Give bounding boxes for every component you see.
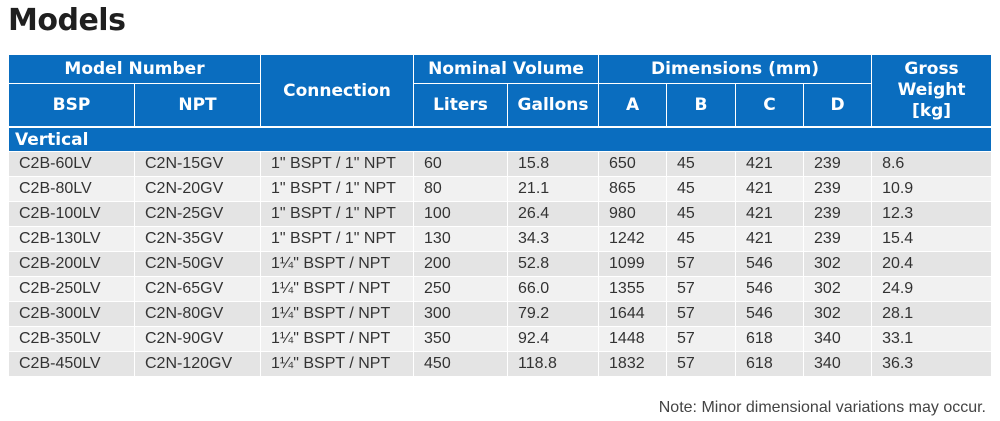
cell-dim-b: 57 (667, 302, 736, 327)
cell-gallons: 15.8 (508, 152, 599, 177)
table-row (9, 177, 992, 202)
header-npt: NPT (135, 84, 261, 128)
cell-connection: 1¼" BSPT / NPT (261, 302, 414, 327)
gross-weight-line-2: Weight (897, 80, 966, 100)
cell-gallons: 26.4 (508, 202, 599, 227)
cell-gross-weight: 20.4 (872, 252, 992, 277)
cell-bsp: C2B-60LV (9, 152, 135, 177)
table-row (9, 202, 992, 227)
cell-gross-weight: 33.1 (872, 327, 992, 352)
cell-dim-d: 239 (804, 177, 872, 202)
cell-dim-a: 650 (599, 152, 667, 177)
header-gallons: Gallons (508, 84, 599, 128)
header-nominal-volume: Nominal Volume (414, 55, 599, 84)
cell-dim-a: 1099 (599, 252, 667, 277)
cell-gallons: 92.4 (508, 327, 599, 352)
cell-bsp: C2B-200LV (9, 252, 135, 277)
cell-gallons: 52.8 (508, 252, 599, 277)
header-dimensions: Dimensions (mm) (599, 55, 872, 84)
cell-npt: C2N-120GV (135, 352, 261, 377)
cell-npt: C2N-50GV (135, 252, 261, 277)
header-model-number: Model Number (9, 55, 261, 84)
cell-dim-c: 618 (736, 327, 804, 352)
cell-bsp: C2B-80LV (9, 177, 135, 202)
cell-dim-a: 1832 (599, 352, 667, 377)
cell-connection: 1" BSPT / 1" NPT (261, 227, 414, 252)
group-label-vertical: Vertical (9, 127, 992, 152)
cell-dim-a: 1644 (599, 302, 667, 327)
cell-gallons: 66.0 (508, 277, 599, 302)
cell-dim-d: 239 (804, 227, 872, 252)
header-dim-a: A (599, 84, 667, 128)
cell-npt: C2N-35GV (135, 227, 261, 252)
cell-npt: C2N-90GV (135, 327, 261, 352)
cell-dim-c: 546 (736, 252, 804, 277)
table-row (9, 327, 992, 352)
cell-dim-c: 546 (736, 302, 804, 327)
table-row (9, 227, 992, 252)
cell-connection: 1¼" BSPT / NPT (261, 277, 414, 302)
cell-connection: 1" BSPT / 1" NPT (261, 152, 414, 177)
cell-dim-b: 45 (667, 227, 736, 252)
cell-liters: 300 (414, 302, 508, 327)
table-row (9, 252, 992, 277)
cell-dim-b: 57 (667, 277, 736, 302)
cell-bsp: C2B-450LV (9, 352, 135, 377)
cell-connection: 1¼" BSPT / NPT (261, 352, 414, 377)
cell-dim-c: 421 (736, 152, 804, 177)
cell-liters: 80 (414, 177, 508, 202)
cell-bsp: C2B-250LV (9, 277, 135, 302)
cell-npt: C2N-20GV (135, 177, 261, 202)
header-gross-weight (872, 55, 992, 128)
cell-dim-b: 45 (667, 177, 736, 202)
cell-dim-d: 302 (804, 302, 872, 327)
cell-npt: C2N-80GV (135, 302, 261, 327)
cell-dim-c: 546 (736, 277, 804, 302)
cell-dim-b: 45 (667, 202, 736, 227)
cell-bsp: C2B-100LV (9, 202, 135, 227)
table-row (9, 277, 992, 302)
header-dim-d: D (804, 84, 872, 128)
cell-dim-a: 1242 (599, 227, 667, 252)
cell-gross-weight: 24.9 (872, 277, 992, 302)
cell-dim-b: 57 (667, 252, 736, 277)
cell-dim-d: 340 (804, 352, 872, 377)
cell-bsp: C2B-300LV (9, 302, 135, 327)
table-row (9, 152, 992, 177)
cell-dim-b: 57 (667, 327, 736, 352)
cell-gross-weight: 10.9 (872, 177, 992, 202)
cell-liters: 130 (414, 227, 508, 252)
cell-dim-a: 1355 (599, 277, 667, 302)
header-dim-b: B (667, 84, 736, 128)
cell-connection: 1¼" BSPT / NPT (261, 327, 414, 352)
cell-dim-d: 302 (804, 277, 872, 302)
cell-dim-c: 618 (736, 352, 804, 377)
cell-gallons: 79.2 (508, 302, 599, 327)
gross-weight-line-1: Gross (904, 59, 959, 79)
cell-dim-c: 421 (736, 202, 804, 227)
cell-npt: C2N-15GV (135, 152, 261, 177)
cell-npt: C2N-25GV (135, 202, 261, 227)
footnote: Note: Minor dimensional variations may occur. (658, 399, 986, 416)
gross-weight-line-3: [kg] (912, 101, 952, 121)
header-bsp: BSP (9, 84, 135, 128)
cell-connection: 1¼" BSPT / NPT (261, 252, 414, 277)
cell-liters: 60 (414, 152, 508, 177)
cell-dim-d: 239 (804, 152, 872, 177)
cell-dim-d: 239 (804, 202, 872, 227)
header-connection: Connection (261, 55, 414, 128)
cell-liters: 250 (414, 277, 508, 302)
models-table (8, 54, 992, 377)
header-liters: Liters (414, 84, 508, 128)
cell-gross-weight: 36.3 (872, 352, 992, 377)
cell-dim-b: 57 (667, 352, 736, 377)
cell-gross-weight: 8.6 (872, 152, 992, 177)
cell-bsp: C2B-130LV (9, 227, 135, 252)
cell-dim-a: 1448 (599, 327, 667, 352)
cell-liters: 350 (414, 327, 508, 352)
cell-dim-a: 980 (599, 202, 667, 227)
cell-gallons: 21.1 (508, 177, 599, 202)
header-dim-c: C (736, 84, 804, 128)
cell-connection: 1" BSPT / 1" NPT (261, 202, 414, 227)
cell-dim-c: 421 (736, 177, 804, 202)
cell-dim-d: 340 (804, 327, 872, 352)
cell-gallons: 34.3 (508, 227, 599, 252)
cell-connection: 1" BSPT / 1" NPT (261, 177, 414, 202)
page-title: Models (8, 3, 126, 38)
cell-liters: 200 (414, 252, 508, 277)
cell-gross-weight: 15.4 (872, 227, 992, 252)
cell-dim-a: 865 (599, 177, 667, 202)
cell-bsp: C2B-350LV (9, 327, 135, 352)
cell-dim-c: 421 (736, 227, 804, 252)
cell-gross-weight: 28.1 (872, 302, 992, 327)
cell-gallons: 118.8 (508, 352, 599, 377)
cell-dim-b: 45 (667, 152, 736, 177)
cell-liters: 100 (414, 202, 508, 227)
cell-gross-weight: 12.3 (872, 202, 992, 227)
table-row (9, 302, 992, 327)
cell-dim-d: 302 (804, 252, 872, 277)
table-row (9, 352, 992, 377)
cell-liters: 450 (414, 352, 508, 377)
cell-npt: C2N-65GV (135, 277, 261, 302)
